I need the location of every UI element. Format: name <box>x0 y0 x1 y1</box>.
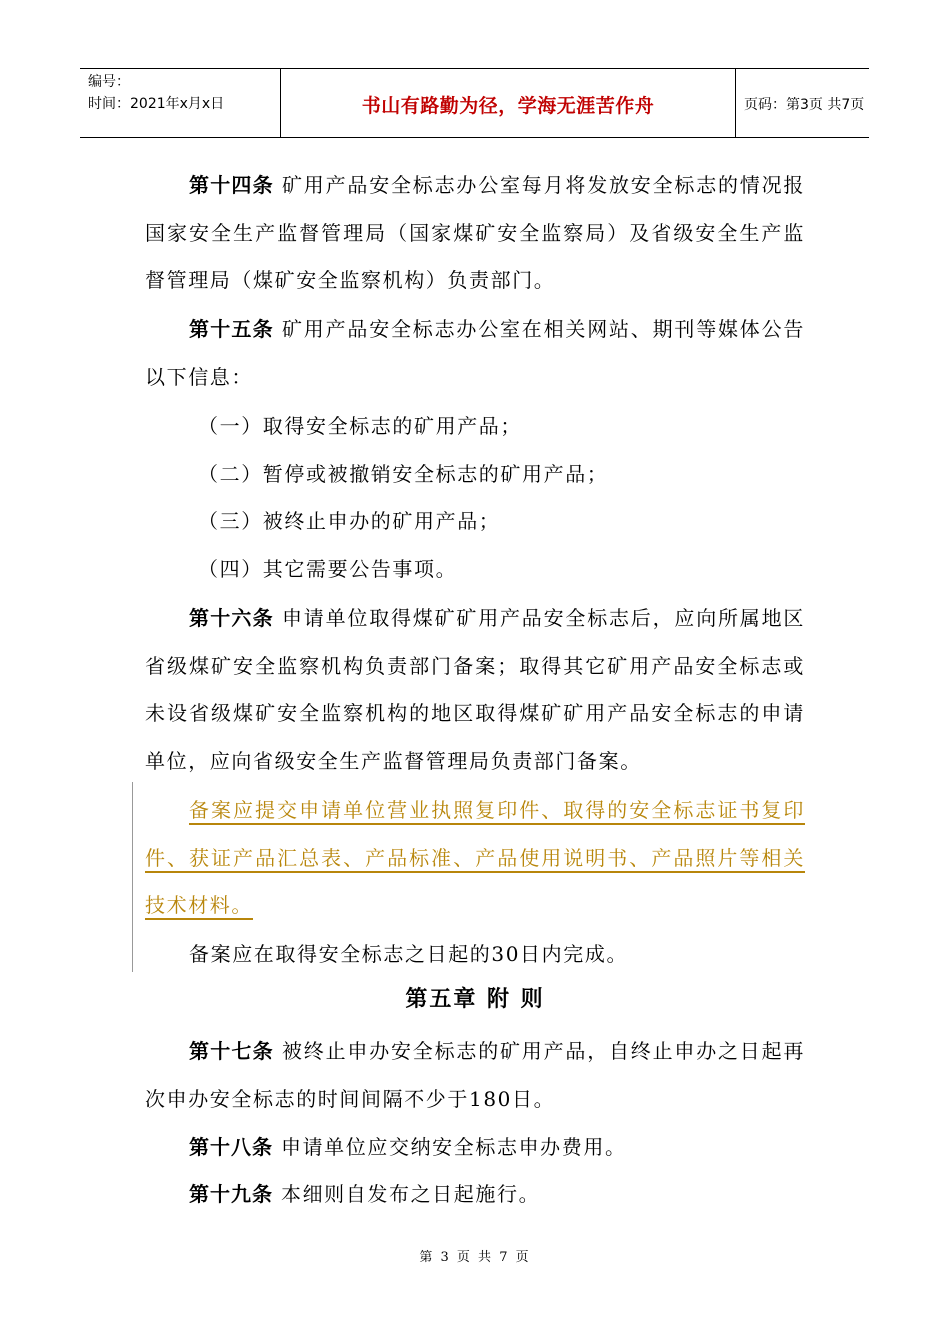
chapter-heading: 第五章 附 则 <box>405 987 545 1012</box>
inserted-revision-text: 备案应提交申请单位营业执照复印件、取得的安全标志证书复印件、获证产品汇总表、产品标准、产品使用说明书、产品照片等相关技术材料。 <box>145 798 805 918</box>
list-item: （二）暂停或被撤销安全标志的矿用产品； <box>198 462 609 486</box>
list-item: （一）取得安全标志的矿用产品； <box>198 414 522 438</box>
article-text: 申请单位取得煤矿矿用产品安全标志后，应向所属地区省级煤矿安全监察机构负责部门备案；取得其它矿用产品安全标志或未设省级煤矿安全监察机构的地区取得煤矿矿用产品安全标志的申请单位，应向省级安全生产监督管理局负责部门备案。 <box>145 606 806 774</box>
article-16-deadline: 备案应在取得安全标志之日起的30日内完成。 <box>189 942 629 966</box>
article-label: 第十九条 <box>189 1182 273 1206</box>
article-label: 第十七条 <box>189 1039 274 1063</box>
article-text: 矿用产品安全标志办公室在相关网站、期刊等媒体公告以下信息： <box>145 317 806 389</box>
header-motto-cell <box>280 69 736 137</box>
article-19 <box>145 1171 805 1219</box>
article-label: 第十四条 <box>189 173 274 197</box>
article-15 <box>145 306 805 401</box>
article-text: 申请单位应交纳安全标志申办费用。 <box>280 1135 627 1159</box>
doc-number-label: 编号： <box>88 74 130 90</box>
header-page-cell <box>736 69 869 137</box>
article-text: 被终止申办安全标志的矿用产品，自终止申办之日起再次申办安全标志的时间间隔不少于180日。 <box>145 1039 806 1111</box>
revision-bar <box>132 782 133 972</box>
list-item: （四）其它需要公告事项。 <box>198 557 458 581</box>
article-16 <box>145 595 805 786</box>
page-header <box>80 68 869 138</box>
article-16-inserted-text <box>145 787 805 930</box>
page-footer: 第 3 页 共 7 页 <box>419 1250 531 1265</box>
article-text: 矿用产品安全标志办公室每月将发放安全标志的情况报国家安全生产监督管理局（国家煤矿安全监察局）及省级安全生产监督管理局（煤矿安全监察机构）负责部门。 <box>145 173 806 293</box>
article-label: 第十八条 <box>189 1135 273 1159</box>
article-17 <box>145 1028 805 1123</box>
article-label: 第十六条 <box>189 606 274 630</box>
header-motto: 书山有路勤为径，学海无涯苦作舟 <box>361 95 655 117</box>
header-page-info: 页码：第3页 共7页 <box>744 97 865 113</box>
doc-date: 时间：2021年x月x日 <box>88 96 225 112</box>
article-text: 本细则自发布之日起施行。 <box>280 1182 541 1206</box>
article-14 <box>145 162 805 305</box>
article-18 <box>145 1124 805 1172</box>
header-meta-cell <box>80 69 280 137</box>
list-item: （三）被终止申办的矿用产品； <box>198 509 501 533</box>
article-label: 第十五条 <box>189 317 274 341</box>
